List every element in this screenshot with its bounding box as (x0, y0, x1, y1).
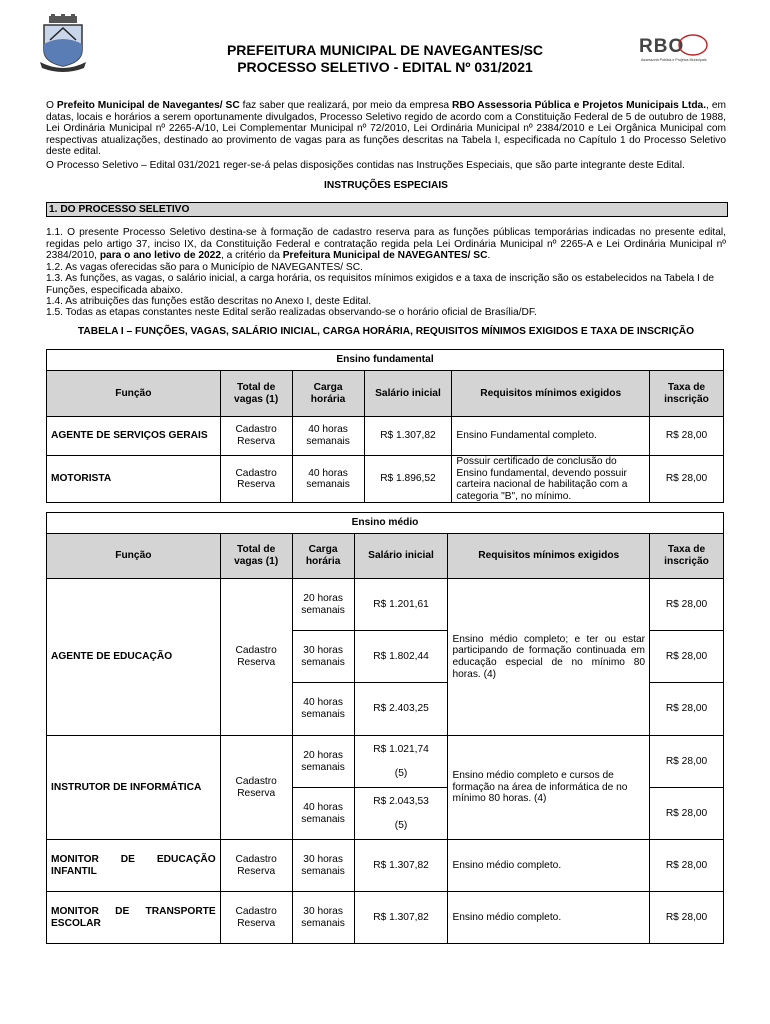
item-1-2: 1.2. As vagas oferecidas são para o Município de NAVEGANTES/ SC. (46, 262, 363, 273)
salario-value: R$ 2.043,53 (373, 795, 429, 807)
instructions-title: INSTRUÇÕES ESPECIAIS (324, 180, 448, 191)
cell-salario: R$ 1.896,52 (364, 456, 452, 503)
col-header: Requisitos mínimos exigidos (448, 534, 650, 579)
cell-vagas: Cadastro Reserva (220, 417, 292, 456)
col-header: Carga horária (292, 534, 354, 579)
cell-salario: R$ 1.307,82 (364, 417, 452, 456)
table-caption: Ensino médio (47, 513, 724, 534)
cell-vagas: Cadastro Reserva (220, 892, 292, 944)
cell-requisitos: Ensino médio completo. (448, 840, 650, 892)
table-title: TABELA I – FUNÇÕES, VAGAS, SALÁRIO INICIAL, CARGA HORÁRIA, REQUISITOS MÍNIMOS EXIGIDOS E TAXA DE INSCRIÇÃO (77, 326, 695, 337)
cell-funcao: AGENTE DE SERVIÇOS GERAIS (47, 417, 221, 456)
cell-carga: 30 horas semanais (292, 892, 354, 944)
cell-requisitos: Ensino médio completo e cursos de formação na área de informática de no mínimo 80 horas. (4) (448, 736, 650, 840)
cell-vagas: Cadastro Reserva (220, 840, 292, 892)
svg-text:RBO: RBO (639, 36, 685, 57)
col-header: Função (47, 371, 221, 417)
cell-vagas: Cadastro Reserva (220, 579, 292, 736)
item-text: 1.1. O presente Processo Seletivo destina-se à formação de cadastro reserva para as funções públicas temporárias indicadas no presente edital, regidas pelo artigo 37, inciso IX, da Constituição Federal e contratação regida pela Lei Ordinária Municipal nº 2265-A e Lei Ordinária Municipal nº 2384/2010, (46, 227, 726, 262)
cell-funcao: MONITOR DE TRANSPORTE ESCOLAR (47, 892, 221, 944)
cell-requisitos: Ensino médio completo. (448, 892, 650, 944)
table-row (47, 892, 724, 944)
cell-requisitos: Ensino Fundamental completo. (452, 417, 650, 456)
cell-funcao: MONITOR DE EDUCAÇÃO INFANTIL (47, 840, 221, 892)
cell-salario: R$ 1.307,82 (354, 892, 448, 944)
item-bold-ano: para o ano letivo de 2022 (99, 250, 221, 262)
item-1-4: 1.4. As atribuições das funções estão descritas no Anexo I, deste Edital. (46, 296, 372, 307)
item-bold-prefeitura: Prefeitura Municipal de NAVEGANTES/ SC (282, 250, 488, 262)
cell-salario: R$ 1.307,82 (354, 840, 448, 892)
intro-text: O (46, 100, 57, 111)
cell-taxa: R$ 28,00 (650, 631, 724, 683)
cell-salario: R$ 2.403,25 (354, 683, 448, 736)
cell-carga: 30 horas semanais (292, 631, 354, 683)
item-1-5: 1.5. Todas as etapas constantes neste Edital serão realizadas observando-se o horário oficial de Brasília/DF. (46, 307, 537, 318)
col-header: Salário inicial (354, 534, 448, 579)
col-header: Taxa de inscrição (650, 371, 724, 417)
cell-carga: 30 horas semanais (292, 840, 354, 892)
salario-note: (5) (394, 819, 408, 831)
cell-salario: R$ 1.201,61 (354, 579, 448, 631)
cell-requisitos: Possuir certificado de conclusão do Ensino fundamental, devendo possuir carteira nacional de habilitação com a categoria "B", no mínimo. (452, 456, 650, 503)
cell-salario (354, 736, 448, 788)
intro-paragraph (46, 100, 726, 158)
cell-taxa: R$ 28,00 (650, 736, 724, 788)
intro-text: faz saber que realizará, por meio da empresa (239, 100, 453, 111)
cell-vagas: Cadastro Reserva (220, 736, 292, 840)
section-1-header: 1. DO PROCESSO SELETIVO (46, 202, 728, 217)
col-header: Taxa de inscrição (650, 534, 724, 579)
cell-taxa: R$ 28,00 (650, 456, 724, 503)
cell-taxa: R$ 28,00 (650, 417, 724, 456)
cell-carga: 40 horas semanais (292, 788, 354, 840)
table-caption: Ensino fundamental (47, 350, 724, 371)
intro-text: , em datas, locais e horários a serem oportunamente divulgados, Processo Seletivo regido de acordo com a Constituição Federal de 5 de outubro de 1988, Lei Ordinária Municipal nº 2265-A/10, Lei Complementar Municipal nº 72/2010, Lei Ordinária Municipal nº 2384/2010 e Lei Orgânica Municipal com respectivas atualizações, destinado ao provimento de vagas para as funções descritas na Tabela I, especificada no Capítulo 1 do Processo Seletivo deste edital. (46, 100, 727, 158)
table-ensino-medio (46, 512, 724, 944)
col-header: Requisitos mínimos exigidos (452, 371, 650, 417)
col-header: Total de vagas (1) (220, 371, 292, 417)
table-row (47, 417, 724, 456)
item-1-1 (46, 227, 726, 262)
table-row (47, 456, 724, 503)
cell-funcao: AGENTE DE EDUCAÇÃO (47, 579, 221, 736)
header-line-2: PROCESSO SELETIVO - EDITAL Nº 031/2021 (237, 59, 533, 75)
cell-carga: 40 horas semanais (292, 417, 364, 456)
cell-taxa: R$ 28,00 (650, 840, 724, 892)
cell-funcao: MOTORISTA (47, 456, 221, 503)
cell-vagas: Cadastro Reserva (220, 456, 292, 503)
municipal-crest-icon (36, 14, 90, 74)
cell-salario: R$ 1.802,44 (354, 631, 448, 683)
table-row (47, 579, 724, 631)
rbo-logo (637, 34, 711, 64)
cell-funcao: INSTRUTOR DE INFORMÁTICA (47, 736, 221, 840)
cell-taxa: R$ 28,00 (650, 683, 724, 736)
intro-bold-prefeito: Prefeito Municipal de Navegantes/ SC (56, 100, 240, 111)
cell-carga: 20 horas semanais (292, 736, 354, 788)
salario-note: (5) (394, 767, 408, 779)
table-row (47, 736, 724, 788)
col-header: Total de vagas (1) (220, 534, 292, 579)
item-1-3: 1.3. As funções, as vagas, o salário inicial, a carga horária, os requisitos mínimos exigidos e a taxa de inscrição são os estabelecidos na Tabela I de Funções, especificada abaixo. (46, 273, 715, 296)
cell-salario (354, 788, 448, 840)
cell-carga: 40 horas semanais (292, 456, 364, 503)
col-header: Salário inicial (364, 371, 452, 417)
col-header: Carga horária (292, 371, 364, 417)
cell-carga: 20 horas semanais (292, 579, 354, 631)
intro-paragraph-2: O Processo Seletivo – Edital 031/2021 reger-se-á pelas disposições contidas nas Instruções Especiais, que são parte integrante deste Edital. (46, 160, 685, 171)
cell-taxa: R$ 28,00 (650, 579, 724, 631)
cell-carga: 40 horas semanais (292, 683, 354, 736)
cell-taxa: R$ 28,00 (650, 788, 724, 840)
cell-requisitos: Ensino médio completo; e ter ou estar participando de formação continuada em educação especial de no mínimo 80 horas. (4) (448, 579, 650, 736)
svg-text:Assessoria Pública e Projetos: Assessoria Pública e Projetos Municipais (641, 58, 707, 62)
col-header: Função (47, 534, 221, 579)
item-text: , a critério da (221, 250, 283, 262)
item-text: . (487, 250, 491, 262)
intro-bold-rbo: RBO Assessoria Pública e Projetos Municipais Ltda. (452, 100, 707, 111)
table-row (47, 840, 724, 892)
header-line-1: PREFEITURA MUNICIPAL DE NAVEGANTES/SC (226, 42, 544, 58)
cell-taxa: R$ 28,00 (650, 892, 724, 944)
salario-value: R$ 1.021,74 (373, 743, 429, 755)
document-header (150, 42, 620, 76)
table-ensino-fundamental (46, 349, 724, 503)
